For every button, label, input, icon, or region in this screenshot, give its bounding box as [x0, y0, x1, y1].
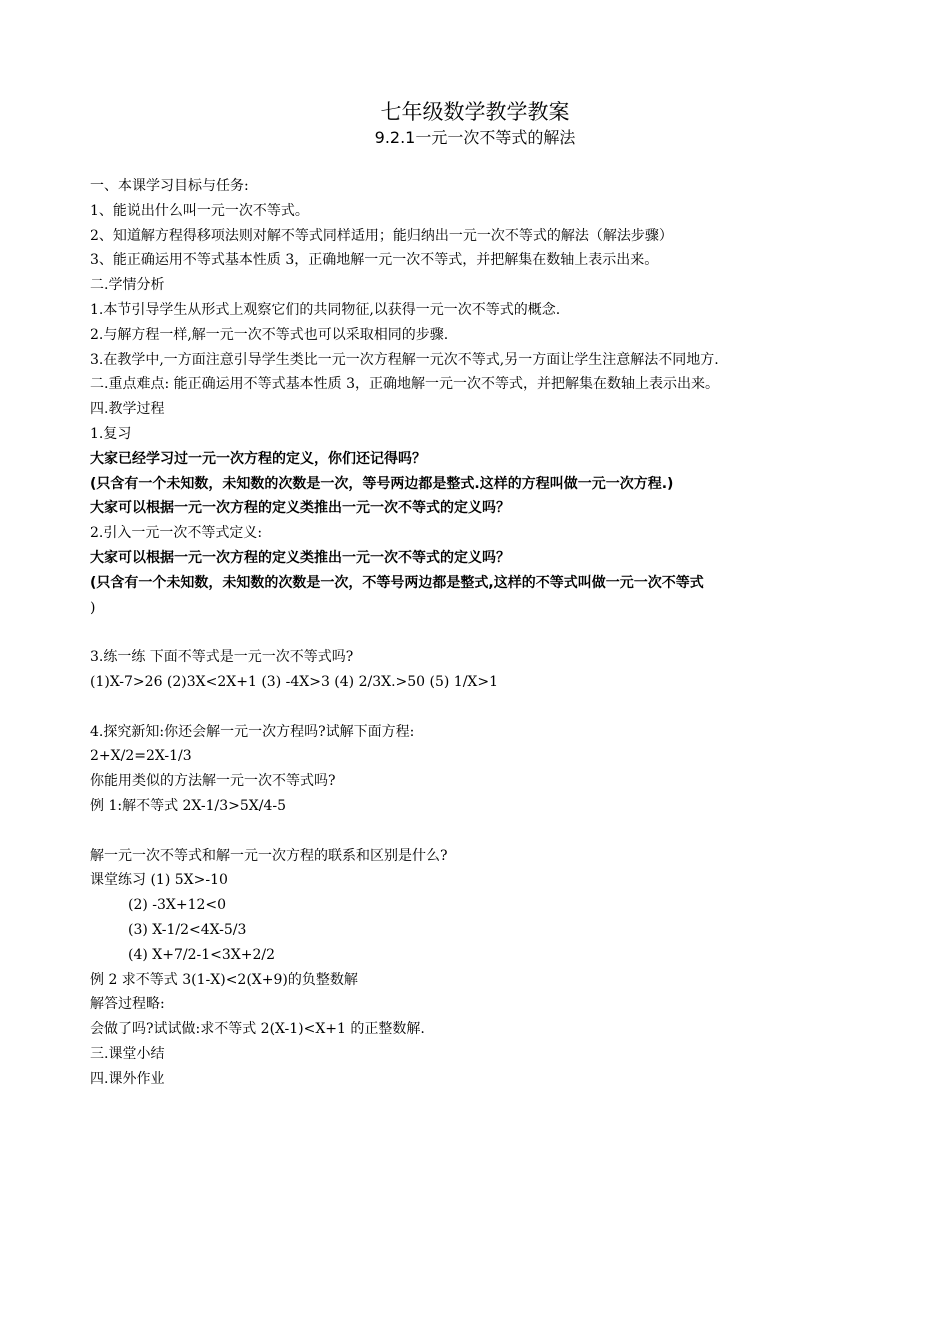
- document-subtitle: 9.2.1一元一次不等式的解法: [374, 128, 576, 147]
- text-line: (只含有一个未知数，未知数的次数是一次，等号两边都是整式.这样的方程叫做一元一次方程.): [90, 475, 674, 492]
- text-line: 例 1:解不等式 2X-1/3>5X/4-5: [90, 797, 287, 814]
- text-line: 四.教学过程: [90, 401, 165, 418]
- text-line: 例 2 求不等式 3(1-X)<2(X+9)的负整数解: [90, 971, 358, 988]
- text-line: 2.引入一元一次不等式定义:: [90, 525, 263, 542]
- text-line: 二.学情分析: [90, 277, 165, 294]
- text-line: 3、能正确运用不等式基本性质 3，正确地解一元一次不等式，并把解集在数轴上表示出来。: [90, 252, 659, 269]
- text-line: 2.与解方程一样,解一元一次不等式也可以采取相同的步骤.: [90, 326, 449, 343]
- text-line: 2+X/2=2X-1/3: [90, 748, 192, 765]
- blank-line: [90, 819, 870, 844]
- text-line: 解一元一次不等式和解一元一次方程的联系和区别是什么?: [90, 847, 448, 864]
- text-line: ): [90, 599, 96, 616]
- text-line: 三.课堂小结: [90, 1045, 165, 1062]
- text-line: 课堂练习 (1) 5X>-10: [90, 872, 228, 889]
- text-line: 二.重点难点: 能正确运用不等式基本性质 3，正确地解一元一次不等式，并把解集在数轴上表示出来。: [90, 376, 719, 393]
- text-line: 1.复习: [90, 425, 132, 442]
- text-line: 1.本节引导学生从形式上观察它们的共同物征,以获得一元一次不等式的概念.: [90, 301, 561, 318]
- text-line: 3.在教学中,一方面注意引导学生类比一元一次方程解一元次不等式,另一方面让学生注意解法不同地方.: [90, 351, 719, 368]
- text-line: 一、本课学习目标与任务:: [90, 178, 249, 194]
- text-line: 1、能说出什么叫一元一次不等式。: [90, 202, 309, 219]
- text-line: 解答过程略:: [90, 996, 165, 1013]
- text-line: (4) X+7/2-1<3X+2/2: [128, 946, 276, 963]
- text-line: 四.课外作业: [90, 1070, 165, 1087]
- text-line: 会做了吗?试试做:求不等式 2(X-1)<X+1 的正整数解.: [90, 1021, 425, 1038]
- blank-line: [90, 695, 870, 720]
- text-line: (3) X-1/2<4X-5/3: [128, 921, 247, 938]
- text-line: (2) -3X+12<0: [128, 897, 227, 914]
- document-title: 七年级数学教学教案: [380, 100, 570, 124]
- text-line: (只含有一个未知数，未知数的次数是一次，不等号两边都是整式,这样的不等式叫做一元一次不等式: [90, 574, 704, 591]
- document-body: [90, 174, 870, 1091]
- text-line: 大家可以根据一元一次方程的定义类推出一元一次不等式的定义吗？: [90, 549, 510, 566]
- text-line: 大家已经学习过一元一次方程的定义，你们还记得吗？: [90, 450, 426, 467]
- text-line: 2、知道解方程得移项法则对解不等式同样适用；能归纳出一元一次不等式的解法（解法步骤）: [90, 227, 673, 244]
- blank-line: [90, 620, 870, 645]
- text-line: 大家可以根据一元一次方程的定义类推出一元一次不等式的定义吗？: [90, 500, 510, 517]
- text-line: 3.练一练 下面不等式是一元一次不等式吗?: [90, 649, 354, 666]
- text-line: (1)X-7>26 (2)3X<2X+1 (3) -4X>3 (4) 2/3X.>50 (5) 1/X>1: [90, 673, 499, 690]
- text-line: 你能用类似的方法解一元一次不等式吗?: [90, 773, 336, 790]
- text-line: 4.探究新知:你还会解一元一次方程吗?试解下面方程:: [90, 723, 415, 740]
